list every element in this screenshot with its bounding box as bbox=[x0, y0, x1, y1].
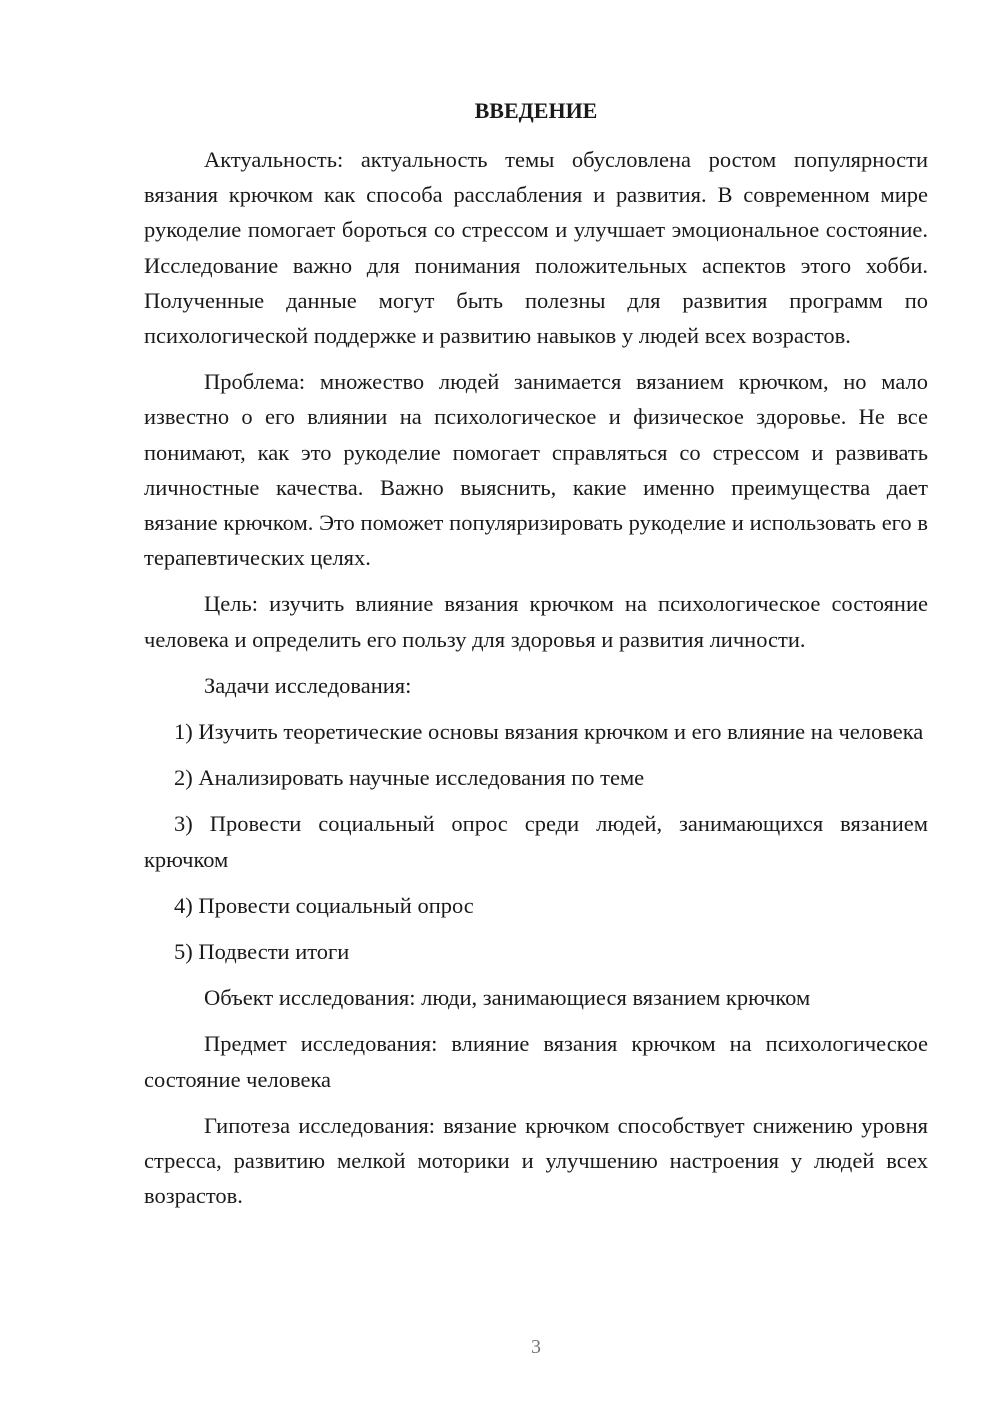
task-item-3: 3) Провести социальный опрос среди людей, занимающихся вязанием крючком bbox=[144, 811, 928, 872]
problem-paragraph: Проблема: множество людей занимается вязанием крючком, но мало известно о его влиянии на психологическое и физическое здоровье. Не все понимают, как это рукоделие помогает справляться со стрессом и развивать личностные качества. Важно выяснить, какие именно преимущества дает вязание крючком. Это поможет популяризировать рукоделие и использовать его в терапевтических целях. bbox=[144, 369, 928, 571]
hypothesis-paragraph: Гипотеза исследования: вязание крючком способствует снижению уровня стресса, развитию мелкой моторики и улучшению настроения у людей всех возрастов. bbox=[144, 1112, 928, 1209]
body-text bbox=[144, 142, 928, 1224]
relevance-paragraph: Актуальность: актуальность темы обусловлена ростом популярности вязания крючком как способа расслабления и развития. В современном мире рукоделие помогает бороться со стрессом и улучшает эмоциональное состояние. Исследование важно для понимания положительных аспектов этого хобби. Полученные данные могут быть полезны для развития программ по психологической поддержке и развитию навыков у людей всех возрастов. bbox=[144, 147, 928, 349]
page-title: ВВЕДЕНИЕ bbox=[474, 98, 598, 123]
task-item-2: 2) Анализировать научные исследования по теме bbox=[174, 765, 645, 791]
task-item-1: 1) Изучить теоретические основы вязания крючком и его влияние на человека bbox=[174, 719, 924, 745]
task-item-4: 4) Провести социальный опрос bbox=[174, 892, 474, 918]
tasks-heading: Задачи исследования: bbox=[204, 672, 412, 698]
document-page bbox=[144, 0, 928, 1414]
research-object-paragraph: Объект исследования: люди, занимающиеся вязанием крючком bbox=[204, 985, 811, 1011]
page-number: 3 bbox=[531, 1336, 541, 1358]
task-item-5: 5) Подвести итоги bbox=[174, 939, 350, 965]
research-subject-paragraph: Предмет исследования: влияние вязания крючком на психологическое состояние человека bbox=[144, 1031, 928, 1092]
goal-paragraph: Цель: изучить влияние вязания крючком на психологическое состояние человека и определить его пользу для здоровья и развития личности. bbox=[144, 591, 928, 652]
